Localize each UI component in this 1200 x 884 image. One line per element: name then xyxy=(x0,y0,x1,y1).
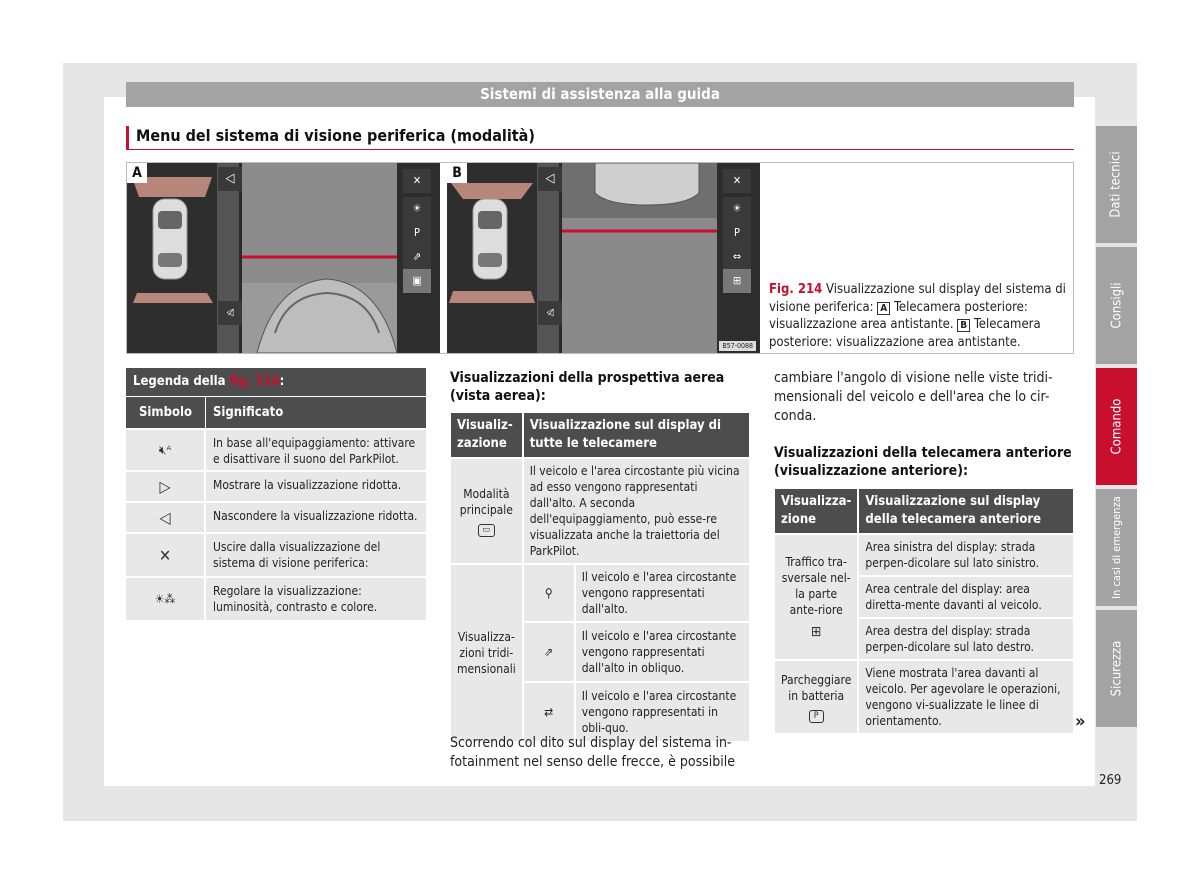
traffic-center-desc: Area centrale del display: area diretta-mente davanti al veicolo. xyxy=(858,576,1074,618)
figure-code: B57-0088 xyxy=(719,341,756,351)
legend-table xyxy=(126,368,426,620)
legend-row: 🔇︎ᴬ In base all'equipaggiamento: attivare e disattivare il suono del ParkPilot. xyxy=(126,428,426,470)
panel-b-graphic xyxy=(447,163,760,353)
main-view-icon: ▭ xyxy=(478,524,496,537)
hide-view-icon[interactable]: ◁ xyxy=(218,167,242,191)
traffic-cell: Traffico tra-sversale nel-la parte ante-riore ⊞ xyxy=(774,534,858,660)
view-3d-icon[interactable]: ⇗ xyxy=(403,245,431,269)
hide-view-icon-b[interactable]: ◁ xyxy=(538,167,562,191)
legend-row: ✕ Uscire dalla visualizzazione del sistema di visione periferica: xyxy=(126,532,426,576)
page-number: 269 xyxy=(1099,773,1122,788)
screen-panel-b xyxy=(447,163,760,353)
tab-in-casi-di-emergenza[interactable]: In casi di emergenza xyxy=(1096,489,1137,606)
parking-icon[interactable]: P xyxy=(403,221,431,245)
aerial-col-view: Visualiz-zazione xyxy=(450,412,523,458)
aerial-col-display: Visualizzazione sul display di tutte le telecamere xyxy=(523,412,750,458)
front-heading: Visualizzazioni della telecamera anteriore (visualizzazione anteriore): xyxy=(774,445,1072,479)
brightness-icon[interactable]: ☀ xyxy=(403,197,431,221)
legend-title: Legenda della fig. 214: xyxy=(126,368,426,396)
show-arrow-icon: ▷ xyxy=(126,472,206,501)
col-symbol: Simbolo xyxy=(126,397,206,428)
legend-row: ☀⁂ Regolare la visualizzazione: luminosità, contrasto e colore. xyxy=(126,576,426,620)
parking-icon: P xyxy=(809,710,824,723)
legend-row: ◁ Nascondere la visualizzazione ridotta. xyxy=(126,501,426,532)
screen-panel-a xyxy=(127,163,440,353)
legend-row: ▷ Mostrare la visualizzazione ridotta. xyxy=(126,470,426,501)
main-mode-desc: Il veicolo e l'area circostante più vicina ad esso vengono rappresentati dall'alto. A seconda dell'equipaggiamento, può esse-re visualizzata anche la traiettoria del ParkPilot. xyxy=(523,458,750,564)
page-title: Menu del sistema di visione periferica (modalità) xyxy=(126,126,1074,150)
close-icon-b[interactable]: ✕ xyxy=(723,169,751,193)
tab-consigli[interactable]: Consigli xyxy=(1096,247,1137,364)
parking-desc: Viene mostrata l'area davanti al veicolo. Per agevolare le operazioni, vengono vi-sualizzate le linee di orientamento. xyxy=(858,660,1074,734)
oblique-top-desc: Il veicolo e l'area circostante vengono rappresentati dall'alto in obliquo. xyxy=(575,622,750,682)
aerial-heading: Visualizzazioni della prospettiva aerea (vista aerea): xyxy=(450,370,725,404)
oblique-icon: ⇄ xyxy=(523,682,575,742)
sound-off-icon: 🔇︎ᴬ xyxy=(126,430,206,470)
panel-b-label: B xyxy=(447,163,467,183)
parking-cell: Parcheggiare in batteria P xyxy=(774,660,858,734)
cross-traffic-icon: ⊞ xyxy=(810,624,822,640)
close-icon: ✕ xyxy=(126,534,206,576)
aerial-after-text: Scorrendo col dito sul display del sistema in-fotainment nel senso delle frecce, è possibile xyxy=(450,735,735,770)
continue-mark: » xyxy=(1075,711,1086,732)
traffic-right-desc: Area destra del display: strada perpen-dicolare sul lato destro. xyxy=(858,618,1074,660)
front-cont-text: cambiare l'angolo di visione nelle viste tridi-mensionali del veicolo e dell'area che lo cir-conda. xyxy=(774,370,1053,424)
main-view-icon[interactable]: ▣ xyxy=(403,269,431,293)
front-col-display: Visualizzazione sul display della telecamera anteriore xyxy=(858,488,1074,534)
tab-dati-tecnici[interactable]: Dati tecnici xyxy=(1096,126,1137,243)
top-view-desc: Il veicolo e l'area circostante vengono rappresentati dall'alto. xyxy=(575,564,750,622)
front-col-view: Visualizza-zione xyxy=(774,488,858,534)
tab-comando[interactable]: Comando xyxy=(1096,368,1137,485)
tab-sicurezza[interactable]: Sicurezza xyxy=(1096,610,1137,727)
top-view-icon: ⚲ xyxy=(523,564,575,622)
oblique-desc: Il veicolo e l'area circostante vengono rappresentati in obli-quo. xyxy=(575,682,750,742)
panel-a-graphic xyxy=(127,163,440,353)
parking-icon-b[interactable]: P xyxy=(723,221,751,245)
panel-a-label: A xyxy=(127,163,147,183)
hide-arrow-icon: ◁ xyxy=(126,503,206,532)
aerial-table xyxy=(449,411,751,743)
sound-icon-b[interactable]: ◁̷ xyxy=(538,301,562,325)
close-icon[interactable]: ✕ xyxy=(403,169,431,193)
section-header: Sistemi di assistenza alla guida xyxy=(126,82,1074,107)
front-parking-icon[interactable]: ⇔ xyxy=(723,245,751,269)
sound-icon[interactable]: ◁̷ xyxy=(218,301,242,325)
main-mode-cell: Modalità principale ▭ xyxy=(450,458,523,564)
brightness-icon: ☀⁂ xyxy=(126,578,206,620)
col-meaning: Significato xyxy=(213,405,284,420)
legend-header xyxy=(126,396,426,428)
front-table xyxy=(773,487,1075,735)
three-d-cell: Visualizza-zioni tridi-mensionali xyxy=(450,564,523,742)
brightness-icon-b[interactable]: ☀ xyxy=(723,197,751,221)
traffic-left-desc: Area sinistra del display: strada perpen-dicolare sul lato sinistro. xyxy=(858,534,1074,576)
cross-traffic-icon[interactable]: ⊞ xyxy=(723,269,751,293)
oblique-top-icon: ⇗ xyxy=(523,622,575,682)
figure-caption: Fig. 214 Visualizzazione sul display del sistema di visione periferica: A Telecamera posteriore: visualizzazione area antistante. B Telecamera posteriore: visualizzazione area antistante. xyxy=(769,282,1066,350)
